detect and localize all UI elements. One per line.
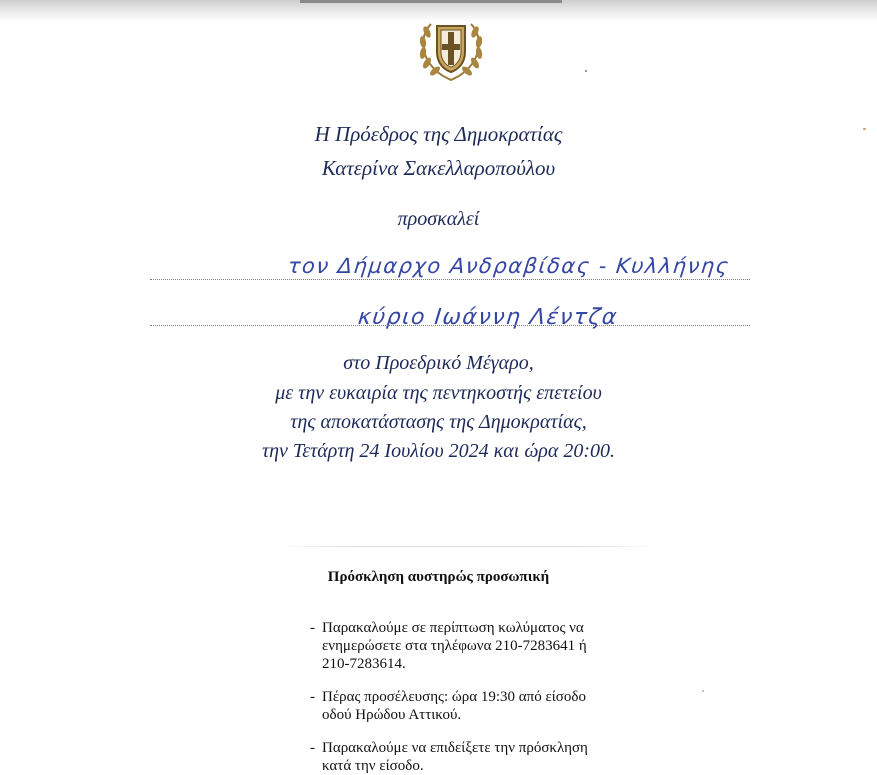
note-line: Πέρας προσέλευσης: ώρα 19:30 από είσοδο — [322, 689, 586, 705]
note-line: οδού Ηρώδου Αττικού. — [322, 707, 462, 723]
note-dash: - — [310, 689, 315, 705]
dotted-fill-line — [150, 325, 750, 326]
note-line: Παρακαλούμε σε περίπτωση κωλύματος να — [322, 620, 584, 636]
venue-line: στο Προεδρικό Μέγαρο, — [343, 352, 534, 374]
note-item — [310, 688, 630, 724]
note-dash: - — [310, 620, 315, 636]
dotted-fill-line — [150, 279, 750, 280]
date-time-line: την Τετάρτη 24 Ιουλίου 2024 και ώρα 20:00. — [261, 440, 616, 462]
occasion-line: με την ευκαιρία της πεντηκοστής επετείου — [275, 382, 602, 404]
note-line: 210-7283614. — [322, 656, 406, 672]
handwritten-guest-title: τον Δήμαρχο Ανδραβίδας - Κυλλήνης — [286, 254, 731, 278]
note-item — [310, 619, 630, 673]
note-line: κατά την είσοδο. — [322, 758, 424, 774]
note-item — [310, 739, 630, 775]
occasion-line-2: της αποκατάστασης της Δημοκρατίας, — [290, 411, 587, 433]
note-line: Παρακαλούμε να επιδείξετε την πρόσκληση — [322, 740, 588, 756]
president-title: Η Πρόεδρος της Δημοκρατίας — [314, 122, 563, 146]
scan-top-edge — [300, 0, 562, 3]
note-dash: - — [310, 740, 315, 756]
president-name: Κατερίνα Σακελλαροπούλου — [321, 156, 556, 180]
greek-coat-of-arms-icon — [413, 12, 489, 84]
note-line: ενημερώσετε στα τηλέφωνα 210-7283641 ή — [322, 638, 587, 654]
scan-speck — [585, 70, 587, 72]
handwritten-guest-name: κύριο Ιωάννη Λέντζα — [356, 305, 620, 330]
personal-invitation-heading: Πρόσκληση αυστηρώς προσωπική — [327, 569, 550, 585]
scan-speck — [702, 690, 704, 692]
section-divider — [278, 546, 656, 547]
invites-text: προσκαλεί — [397, 208, 480, 230]
